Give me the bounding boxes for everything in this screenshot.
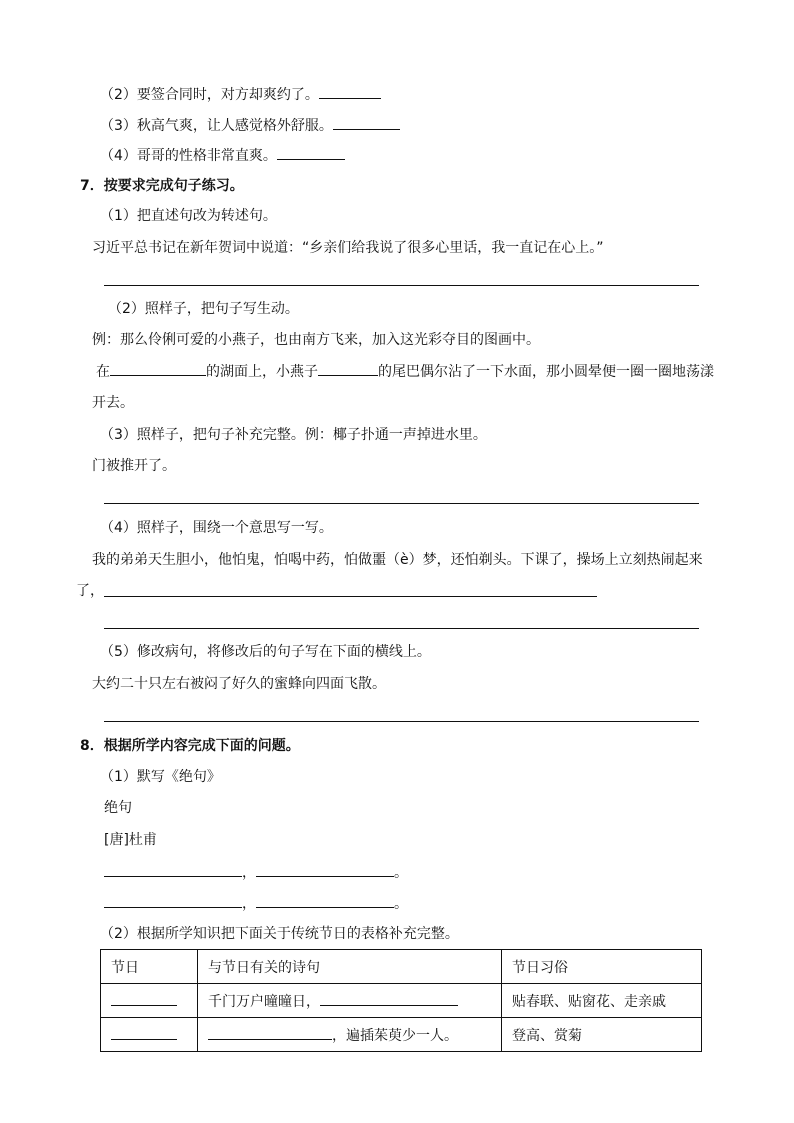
answer-blank[interactable] (104, 862, 242, 877)
answer-blank[interactable] (277, 145, 345, 160)
q6-item-2-text: （2）要签合同时，对方却爽约了。 (100, 87, 319, 103)
q7-s2-prefix: 在 (96, 364, 110, 380)
q7-s2-label: （2）照样子，把句子写生动。 (108, 301, 299, 317)
q7-s2-example: 例：那么伶俐可爱的小燕子，也由南方飞来，加入这光彩夺目的图画中。 (92, 332, 540, 348)
answer-blank[interactable] (110, 361, 206, 376)
answer-line-q7-5[interactable] (104, 721, 699, 722)
table-header-row (101, 950, 702, 984)
q7-s2-end: 开去。 (92, 395, 134, 411)
q7-s2-fill-line (96, 361, 714, 382)
poem-period: 。 (394, 865, 408, 881)
answer-line-q7-4a[interactable] (104, 596, 597, 597)
poem-comma: ， (242, 865, 256, 881)
answer-blank[interactable] (111, 991, 177, 1006)
table-row (101, 1018, 702, 1052)
table-row (101, 984, 702, 1018)
poem-line-2 (104, 893, 408, 914)
q7-s3-sentence: 门被推开了。 (92, 458, 176, 474)
q6-item-3 (100, 115, 400, 136)
table-cell-festival (101, 984, 198, 1018)
q7-s2-tail: 的尾巴偶尔沾了一下水面，那小圆晕便一圈一圈地荡漾 (378, 364, 714, 380)
answer-blank[interactable] (256, 893, 394, 908)
q7-s3-label: （3）照样子，把句子补充完整。例：椰子扑通一声掉进水里。 (100, 427, 487, 443)
q7-s4-cont: 了， (76, 583, 104, 599)
q7-title: 7．按要求完成句子练习。 (80, 178, 244, 194)
answer-blank[interactable] (256, 862, 394, 877)
q7-s5-sentence: 大约二十只左右被闷了好久的蜜蜂向四面飞散。 (92, 676, 386, 692)
q7-s1-label: （1）把直述句改为转述句。 (100, 208, 277, 224)
q7-s4-sentence: 我的弟弟天生胆小，他怕鬼，怕喝中药，怕做噩（è）梦，还怕剃头。下课了，操场上立刻热闹起来 (92, 552, 703, 568)
q8-s2-label: （2）根据所学知识把下面关于传统节日的表格补充完整。 (100, 926, 459, 942)
table-cell-custom: 登高、赏菊 (502, 1018, 702, 1052)
table-header: 节日 (101, 950, 198, 984)
q8-title: 8．根据所学内容完成下面的问题。 (80, 738, 300, 754)
table-header: 与节日有关的诗句 (198, 950, 502, 984)
poem-comma: ， (242, 896, 256, 912)
q7-s1-sentence: 习近平总书记在新年贺词中说道：“乡亲们给我说了很多心里话，我一直记在心上。” (92, 240, 604, 256)
poem-period: 。 (394, 896, 408, 912)
q6-item-2 (100, 84, 381, 105)
row2-poem-tail: ，遍插茱萸少一人。 (332, 1027, 458, 1044)
poem-title: 绝句 (104, 800, 132, 816)
answer-blank[interactable] (333, 115, 400, 130)
answer-blank[interactable] (319, 84, 381, 99)
answer-blank[interactable] (318, 361, 378, 376)
answer-line-q7-4b[interactable] (104, 628, 699, 629)
answer-blank[interactable] (208, 1025, 332, 1040)
q7-s4-label: （4）照样子，围绕一个意思写一写。 (100, 520, 333, 536)
table-cell-custom: 贴春联、贴窗花、走亲戚 (502, 984, 702, 1018)
answer-blank[interactable] (111, 1025, 177, 1040)
answer-line-q7-3[interactable] (104, 503, 699, 504)
answer-line-q7-1[interactable] (104, 285, 699, 286)
q6-item-3-text: （3）秋高气爽，让人感觉格外舒服。 (100, 118, 333, 134)
answer-blank[interactable] (320, 991, 458, 1006)
festival-table (100, 949, 702, 1052)
table-header: 节日习俗 (502, 950, 702, 984)
table-cell-festival (101, 1018, 198, 1052)
poem-author: [唐]杜甫 (104, 832, 157, 848)
row1-poem: 千门万户曈曈日， (208, 993, 320, 1010)
table-cell-poem (198, 1018, 502, 1052)
q8-s1-label: （1）默写《绝句》 (100, 769, 221, 785)
q7-s5-label: （5）修改病句，将修改后的句子写在下面的横线上。 (100, 644, 431, 660)
table-cell-poem (198, 984, 502, 1018)
answer-blank[interactable] (104, 893, 242, 908)
q6-item-4 (100, 145, 345, 166)
q7-s2-mid: 的湖面上，小燕子 (206, 364, 318, 380)
q6-item-4-text: （4）哥哥的性格非常直爽。 (100, 148, 277, 164)
poem-line-1 (104, 862, 408, 883)
